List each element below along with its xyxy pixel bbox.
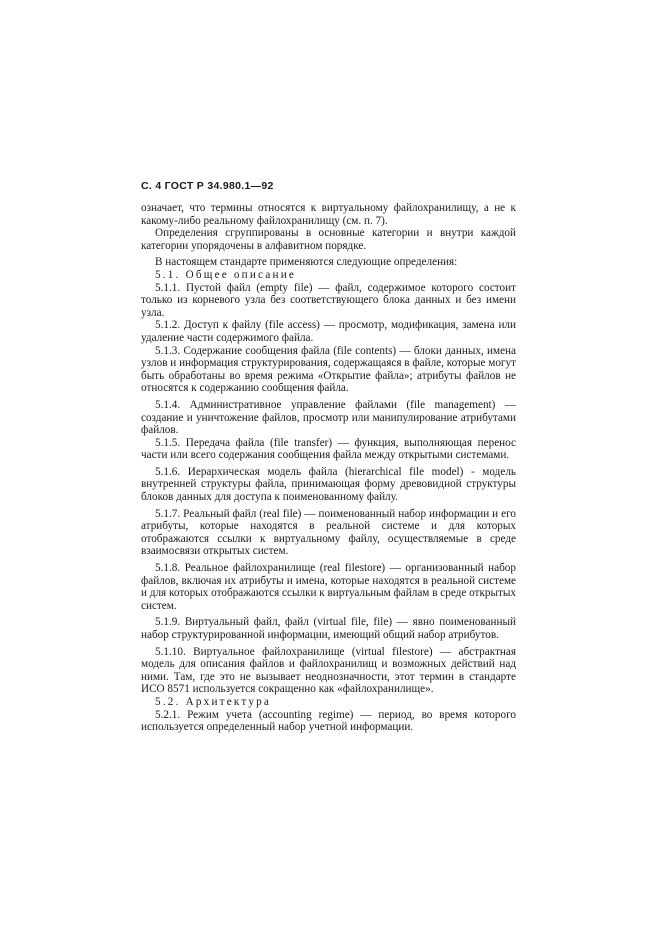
definition-item: 5.1.4. Административное управление файлами (file management) — создание и уничтожение файлов, просмотр или манипулирование атрибутами файлов. [141, 398, 516, 437]
definition-item: 5.1.1. Пустой файл (empty file) — файл, содержимое которого состоит только из корневого узла без соответствующего блока данных и без имени узла. [141, 281, 516, 319]
definition-item: 5.1.10. Виртуальное файлохранилище (virtual filestore) — абстрактная модель для описания файлов и файлохранилищ и возможных действий над ними. Там, где это не вызывает неоднозначности, этот термин в стандарте ИСО 8571 используется сокращенно как «файлохранилище». [141, 645, 516, 696]
section-heading: 5.2. Архитектура [155, 695, 272, 708]
paragraph: В настоящем стандарте применяются следующие определения: [155, 256, 458, 269]
paragraph: означает, что термины относятся к виртуальному файлохранилищу, а не к какому-либо реальному файлохранилищу (см. п. 7). [141, 202, 516, 227]
definition-item: 5.1.3. Содержание сообщения файла (file contents) — блоки данных, имена узлов и информация структурирования, содержащаяся в файле, которые могут быть обработаны во время режима «Открытие файла»; атрибуты файлов не относятся к содержанию сообщения файла. [141, 344, 516, 395]
definition-item: 5.1.7. Реальный файл (real file) — поименованный набор информации и его атрибуты, которые находятся в реальной системе и для которых отображаются ссылки к виртуальному файлу, осуществляемые в среде взаимосвязи открытых систем. [141, 507, 516, 558]
definition-item: 5.1.2. Доступ к файлу (file access) — просмотр, модификация, замена или удаление части содержимого файла. [141, 319, 516, 344]
page-header: С. 4 ГОСТ Р 34.980.1—92 [141, 180, 274, 192]
body-text [141, 202, 516, 734]
section-heading: 5.1. Общее описание [155, 268, 297, 281]
definition-item: 5.1.9. Виртуальный файл, файл (virtual file, file) — явно поименованный набор структурированной информации, имеющий общий набор атрибутов. [141, 616, 516, 641]
paragraph: Определения сгруппированы в основные категории и внутри каждой категории упорядочены в алфавитном порядке. [141, 227, 516, 252]
definition-item: 5.1.5. Передача файла (file transfer) — функция, выполняющая перенос части или всего содержания сообщения файла между открытыми системами. [141, 436, 516, 462]
definition-item: 5.1.6. Иерархическая модель файла (hierarchical file model) - модель внутренней структуры файла, принимающая форму древовидной структуры блоков данных для доступа к поименованному файлу. [141, 465, 516, 504]
definition-item: 5.2.1. Режим учета (accounting regime) — период, во время которого используется определенный набор учетной информации. [141, 708, 516, 734]
definition-item: 5.1.8. Реальное файлохранилище (real filestore) — организованный набор файлов, включая их атрибуты и имена, которые находятся в реальной системе и для которых отображаются ссылки к виртуальным файлам в среде открытых систем. [141, 562, 516, 612]
